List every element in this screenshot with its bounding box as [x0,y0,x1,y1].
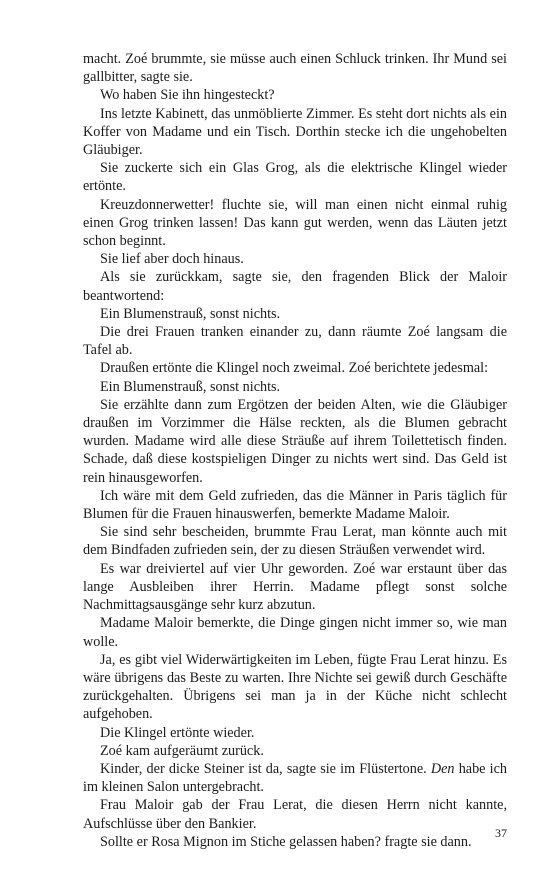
paragraph-text: habe ich im kleinen Salon untergebracht. [83,760,507,796]
paragraph: Als sie zurückkam, sagte sie, den fragenden Blick der Maloir beantwortend: [83,269,507,304]
paragraph: Ja, es gibt viel Widerwärtigkeiten im Leben, fügte Frau Lerat hinzu. Es wäre übrigens das Beste zu warten. Ihre Nichte sei gewiß durch Geschäfte zurückgehalten. Übrigens sei man ja in der Küche nicht schlecht aufgehoben. [83,651,507,723]
body-text [83,50,507,851]
paragraph: Frau Maloir gab der Frau Lerat, die diesen Herrn nicht kannte, Aufschlüsse über den Bankier. [83,797,507,832]
paragraph: Sie zuckerte sich ein Glas Grog, als die elektrische Klingel wieder ertönte. [83,160,507,195]
paragraph: Ein Blumenstrauß, sonst nichts. [100,305,281,322]
page-number: 37 [495,826,507,840]
paragraph: Ins letzte Kabinett, das unmöblierte Zimmer. Es steht dort nichts als ein Koffer von Madame und ein Tisch. Dorthin stecke ich die ungehobelten Gläubiger. [83,105,507,159]
paragraph: Sie sind sehr bescheiden, brummte Frau Lerat, man könnte auch mit dem Bindfaden zufrieden sein, der zu diesen Sträußen verwendet wird. [83,524,507,559]
paragraph: Ein Blumenstrauß, sonst nichts. [100,378,281,395]
paragraph: macht. Zoé brummte, sie müsse auch einen Schluck trinken. Ihr Mund sei gallbitter, sagte sie. [83,51,507,86]
paragraph: Sollte er Rosa Mignon im Stiche gelassen haben? fragte sie dann. [100,833,472,850]
emphasized-word: Den [430,760,455,777]
paragraph: Kreuzdonnerwetter! fluchte sie, will man einen nicht einmal ruhig einen Grog trinken lassen! Das kann gut werden, wenn das Läuten jetzt schon beginnt. [83,196,507,250]
paragraph: Wo haben Sie ihn hingesteckt? [100,87,275,104]
paragraph: Die drei Frauen tranken einander zu, dann räumte Zoé langsam die Tafel ab. [83,324,507,359]
paragraph: Zoé kam aufgeräumt zurück. [100,742,264,759]
paragraph: Die Klingel ertönte wieder. [100,724,255,741]
paragraph [83,760,507,796]
paragraph: Madame Maloir bemerkte, die Dinge gingen nicht immer so, wie man wolle. [83,615,507,650]
paragraph: Sie lief aber doch hinaus. [100,251,244,268]
paragraph-text: Kinder, der dicke Steiner ist da, sagte sie im Flüstertone. [100,760,431,777]
paragraph: Ich wäre mit dem Geld zufrieden, das die Männer in Paris täglich für Blumen für die Frauen hinauswerfen, bemerkte Madame Maloir. [83,487,507,523]
paragraph: Es war dreiviertel auf vier Uhr geworden. Zoé war erstaunt über das lange Ausbleiben ihrer Herrin. Madame pflegt sonst solche Nachmittagsausgänge sehr kurz abzutun. [83,560,507,614]
paragraph: Sie erzählte dann zum Ergötzen der beiden Alten, wie die Gläubiger draußen im Vorzimmer die Hälse reckten, als die Blumen gebracht wurden. Madame wird alle diese Sträuße auf ihrem Toilettetisch finden. Schade, daß diese kostspieligen Dinger zu nichts wert sind. Das Geld ist rein hinausgeworfen. [83,396,507,486]
paragraph: Draußen ertönte die Klingel noch zweimal. Zoé berichtete jedesmal: [100,360,489,377]
